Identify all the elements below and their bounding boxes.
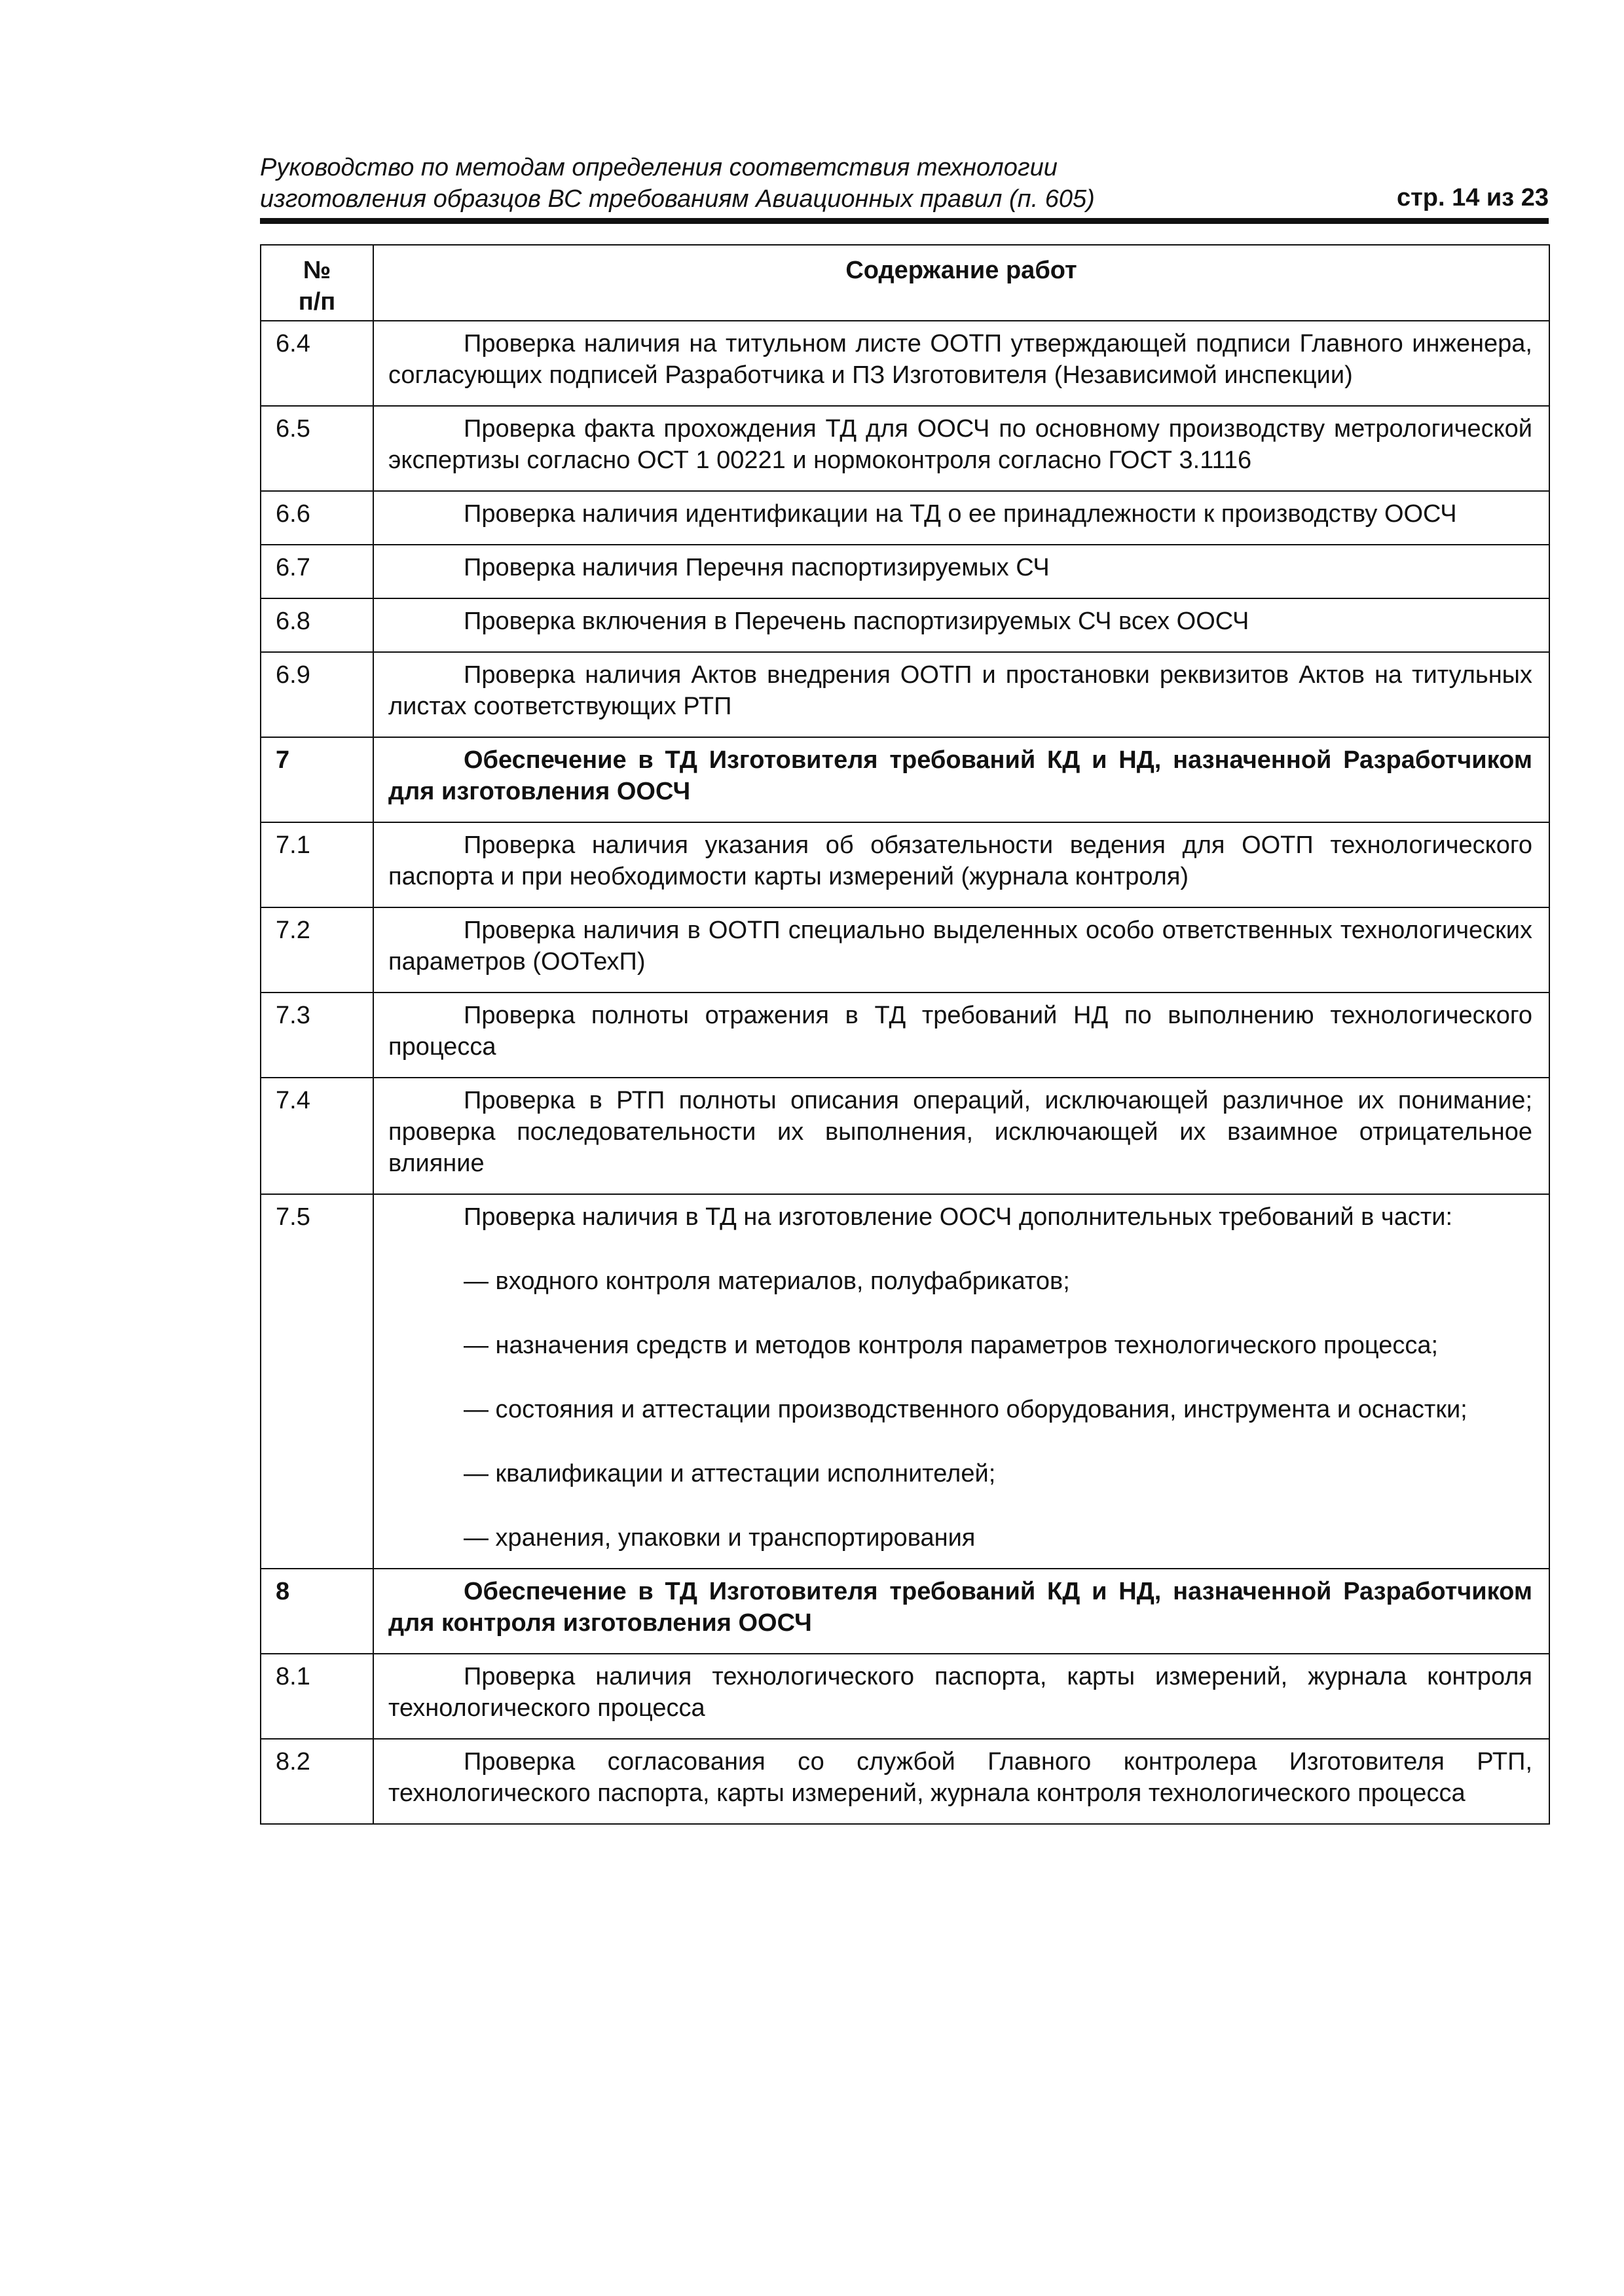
row-content xyxy=(373,406,1549,491)
row-number: 6.4 xyxy=(261,321,373,406)
section-content xyxy=(373,1569,1549,1654)
page-header xyxy=(260,152,1549,217)
table-row xyxy=(261,822,1549,907)
row-number: 6.5 xyxy=(261,406,373,491)
requirement-item: — хранения, упаковки и транспортирования xyxy=(464,1524,976,1552)
row-content xyxy=(373,1078,1549,1194)
document-title-line-2: изготовления образцов ВС требованиям Авиационных правил (п. 605) xyxy=(260,185,1095,213)
section-number: 7 xyxy=(261,737,373,822)
row-number: 6.8 xyxy=(261,598,373,652)
column-header-content: Содержание работ xyxy=(373,245,1549,321)
row-content xyxy=(373,1739,1549,1824)
row-content xyxy=(373,822,1549,907)
row-content xyxy=(373,1654,1549,1739)
row-number: 7.4 xyxy=(261,1078,373,1194)
requirement-item: — квалификации и аттестации исполнителей; xyxy=(464,1460,996,1487)
row-number: 7.2 xyxy=(261,907,373,993)
section-content xyxy=(373,737,1549,822)
column-header-number-label: № п/п xyxy=(298,257,336,316)
row-text: Проверка наличия указания об обязательности ведения для ООТП технологического паспорта и при необходимости карты измерений (журнала контроля) xyxy=(388,831,1532,890)
row-number: 6.9 xyxy=(261,652,373,737)
row-text: Проверка полноты отражения в ТД требований НД по выполнению технологического процесса xyxy=(388,1002,1532,1061)
requirement-item: — входного контроля материалов, полуфабрикатов; xyxy=(464,1267,1070,1295)
works-table xyxy=(260,244,1550,1825)
table-row xyxy=(261,491,1549,545)
row-number: 7.3 xyxy=(261,993,373,1078)
table-row xyxy=(261,321,1549,406)
requirement-item: — назначения средств и методов контроля параметров технологического процесса; xyxy=(464,1332,1439,1359)
row-content xyxy=(373,907,1549,993)
table-row xyxy=(261,1654,1549,1739)
table-row xyxy=(261,1078,1549,1194)
row-content xyxy=(373,1194,1549,1569)
table-header-row xyxy=(261,245,1549,321)
row-text: Проверка наличия на титульном листе ООТП утверждающей подписи Главного инженера, согласующих подписей Разработчика и ПЗ Изготовителя (Независимой инспекции) xyxy=(388,330,1532,389)
row-content xyxy=(373,321,1549,406)
table-row xyxy=(261,406,1549,491)
row-content xyxy=(373,598,1549,652)
row-content xyxy=(373,491,1549,545)
row-text: Проверка наличия технологического паспорта, карты измерений, журнала контроля технологического процесса xyxy=(388,1663,1532,1722)
document-title-line-1: Руководство по методам определения соответствия технологии xyxy=(260,154,1058,181)
row-text: Проверка включения в Перечень паспортизируемых СЧ всех ООСЧ xyxy=(464,608,1249,635)
column-header-number xyxy=(261,245,373,321)
row-number: 7.5 xyxy=(261,1194,373,1569)
row-content xyxy=(373,545,1549,598)
section-row xyxy=(261,737,1549,822)
table-row xyxy=(261,652,1549,737)
row-text: Проверка в РТП полноты описания операций, исключающей различное их понимание; проверка последовательности их выполнения, исключающей их взаимное отрицательное влияние xyxy=(388,1087,1532,1177)
row-text: Проверка наличия идентификации на ТД о ее принадлежности к производству ООСЧ xyxy=(464,500,1457,528)
section-number: 8 xyxy=(261,1569,373,1654)
section-title: Обеспечение в ТД Изготовителя требований КД и НД, назначенной Разработчиком для изготовления ООСЧ xyxy=(388,746,1532,805)
requirement-item: — состояния и аттестации производственного оборудования, инструмента и оснастки; xyxy=(464,1396,1467,1423)
row-text: Проверка факта прохождения ТД для ООСЧ по основному производству метрологической экспертизы согласно ОСТ 1 00221 и нормоконтроля согласно ГОСТ 3.1116 xyxy=(388,415,1532,474)
row-text: Проверка наличия в ТД на изготовление ООСЧ дополнительных требований в части: xyxy=(464,1203,1453,1231)
row-number: 8.2 xyxy=(261,1739,373,1824)
table-row xyxy=(261,1194,1549,1569)
table-row xyxy=(261,545,1549,598)
section-title: Обеспечение в ТД Изготовителя требований КД и НД, назначенной Разработчиком для контроля изготовления ООСЧ xyxy=(388,1578,1532,1637)
row-content xyxy=(373,993,1549,1078)
row-number: 8.1 xyxy=(261,1654,373,1739)
section-row xyxy=(261,1569,1549,1654)
table-row xyxy=(261,907,1549,993)
row-number: 7.1 xyxy=(261,822,373,907)
row-text: Проверка согласования со службой Главного контролера Изготовителя РТП, технологического паспорта, карты измерений, журнала контроля технологического процесса xyxy=(388,1748,1532,1807)
table-row xyxy=(261,993,1549,1078)
page-number: стр. 14 из 23 xyxy=(1397,184,1549,211)
row-number: 6.6 xyxy=(261,491,373,545)
header-divider xyxy=(260,218,1549,224)
row-text: Проверка наличия в ООТП специально выделенных особо ответственных технологических параметров (ООТехП) xyxy=(388,917,1532,975)
row-text: Проверка наличия Перечня паспортизируемых СЧ xyxy=(464,554,1050,581)
row-number: 6.7 xyxy=(261,545,373,598)
table-row xyxy=(261,1739,1549,1824)
row-content xyxy=(373,652,1549,737)
table-row xyxy=(261,598,1549,652)
row-text: Проверка наличия Актов внедрения ООТП и простановки реквизитов Актов на титульных листах соответствующих РТП xyxy=(388,661,1532,720)
